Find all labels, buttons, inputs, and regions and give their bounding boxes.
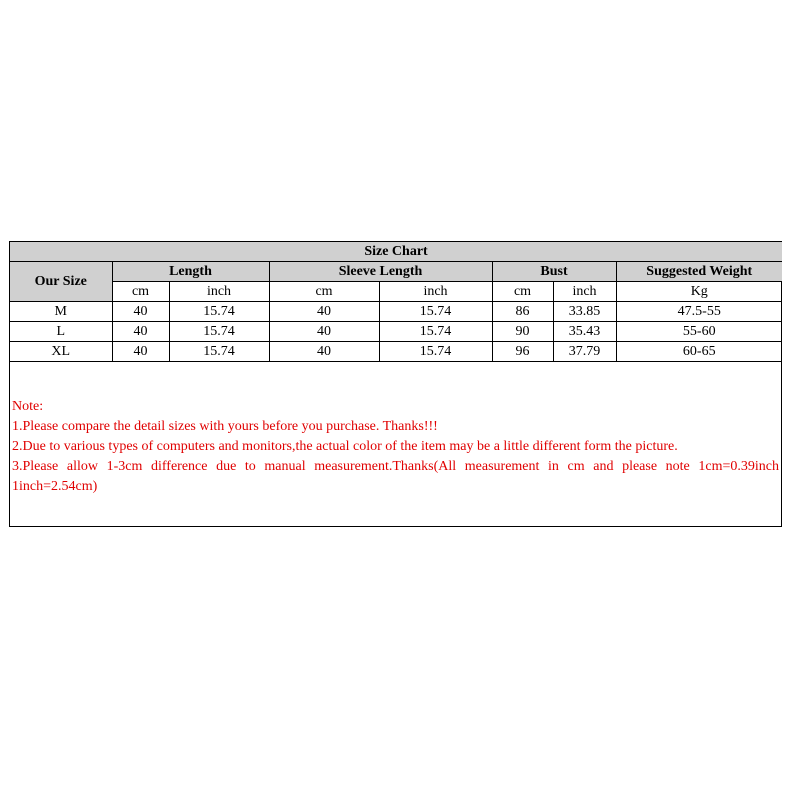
table-cell: 40 xyxy=(269,342,379,362)
note-line-1: 1.Please compare the detail sizes with yours before you purchase. Thanks!!! xyxy=(12,419,438,434)
unit-sleeve-inch: inch xyxy=(379,282,492,302)
table-cell: 55-60 xyxy=(616,322,782,342)
table-cell: 40 xyxy=(112,322,169,342)
header-our-size: Our Size xyxy=(10,262,112,302)
size-cell: XL xyxy=(10,342,112,362)
header-suggested-weight: Suggested Weight xyxy=(616,262,782,282)
note-line-2: 2.Due to various types of computers and monitors,the actual color of the item may be a little different form the picture. xyxy=(12,439,678,454)
table-cell: 15.74 xyxy=(169,342,269,362)
unit-bust-cm: cm xyxy=(492,282,553,302)
note-line-3: 3.Please allow 1-3cm difference due to manual measurement.Thanks(All measurement in cm and please note 1cm=0.39inch xyxy=(12,459,779,474)
table-cell: 86 xyxy=(492,302,553,322)
table-cell: 15.74 xyxy=(379,302,492,322)
notes-heading: Note: xyxy=(12,399,44,414)
unit-weight-kg: Kg xyxy=(616,282,782,302)
header-sleeve-length: Sleeve Length xyxy=(269,262,492,282)
table-cell: 15.74 xyxy=(379,342,492,362)
table-cell: 35.43 xyxy=(553,322,616,342)
table-cell: 40 xyxy=(269,302,379,322)
unit-length-cm: cm xyxy=(112,282,169,302)
unit-bust-inch: inch xyxy=(553,282,616,302)
table-cell: 15.74 xyxy=(169,322,269,342)
unit-length-inch: inch xyxy=(169,282,269,302)
size-cell: L xyxy=(10,322,112,342)
table-cell: 40 xyxy=(269,322,379,342)
table-cell: 15.74 xyxy=(379,322,492,342)
notes-section xyxy=(10,397,781,497)
table-cell: 96 xyxy=(492,342,553,362)
table-title: Size Chart xyxy=(10,242,782,262)
table-cell: 40 xyxy=(112,302,169,322)
header-length: Length xyxy=(112,262,269,282)
table-cell: 37.79 xyxy=(553,342,616,362)
unit-sleeve-cm: cm xyxy=(269,282,379,302)
table-cell: 40 xyxy=(112,342,169,362)
size-chart-panel xyxy=(9,241,782,527)
table-row xyxy=(10,302,782,322)
table-cell: 33.85 xyxy=(553,302,616,322)
table-cell: 60-65 xyxy=(616,342,782,362)
size-cell: M xyxy=(10,302,112,322)
header-bust: Bust xyxy=(492,262,616,282)
table-cell: 90 xyxy=(492,322,553,342)
size-chart-table xyxy=(10,242,782,362)
table-row xyxy=(10,342,782,362)
table-row xyxy=(10,322,782,342)
note-line-3-continued: 1inch=2.54cm) xyxy=(12,479,98,494)
table-cell: 15.74 xyxy=(169,302,269,322)
table-cell: 47.5-55 xyxy=(616,302,782,322)
